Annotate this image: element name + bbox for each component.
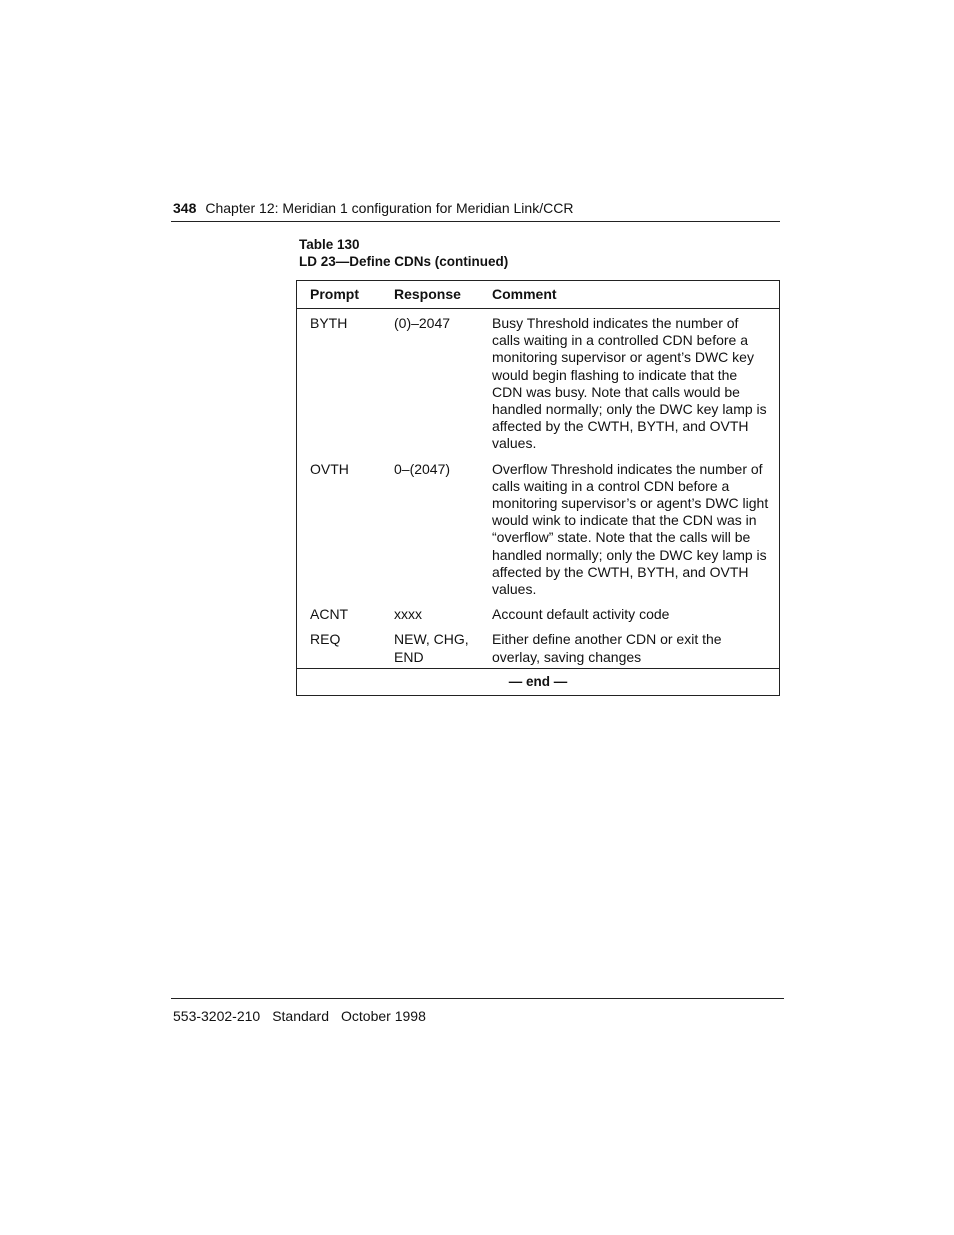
- table-header-row: [297, 281, 779, 309]
- comment-cell: Either define another CDN or exit the overlay, saving changes: [492, 631, 722, 665]
- response-cell: (0)–2047: [394, 315, 451, 331]
- page-footer: [173, 1008, 426, 1025]
- chapter-title: Chapter 12: Meridian 1 configuration for Meridian Link/CCR: [205, 200, 574, 216]
- document-date: October 1998: [341, 1008, 426, 1024]
- table-row: [297, 461, 779, 599]
- table-caption: [299, 236, 508, 270]
- prompt-cell: OVTH: [310, 460, 349, 477]
- document-number: 553-3202-210: [173, 1008, 261, 1024]
- table-number: Table 130: [299, 237, 360, 252]
- comment-cell: Account default activity code: [492, 606, 670, 623]
- table-end-marker: — end —: [297, 668, 779, 695]
- response-cell: 0–(2047): [394, 460, 451, 477]
- header-rule: [171, 221, 780, 222]
- table-body: [297, 309, 779, 668]
- response-cell: xxxx: [394, 606, 422, 623]
- cdn-table: [296, 280, 780, 696]
- column-header-comment: Comment: [492, 285, 557, 302]
- response-cell: NEW, CHG, END: [394, 631, 469, 665]
- prompt-cell: REQ: [310, 631, 341, 648]
- table-row: [297, 315, 779, 453]
- comment-cell: Overflow Threshold indicates the number of calls waiting in a control CDN before a monitoring supervisor’s or agent’s DWC light would wink to indicate that the CDN was in “overflow” state. Note that the calls will be handled normally; only the DWC key lamp is affected by the CWTH, BYTH, and OVTH values.: [492, 460, 769, 598]
- page-header: [173, 200, 779, 217]
- prompt-cell: BYTH: [310, 315, 348, 331]
- column-header-response: Response: [394, 285, 461, 302]
- table-row: [297, 606, 779, 623]
- table-title: LD 23—Define CDNs (continued): [299, 254, 509, 269]
- comment-cell: Busy Threshold indicates the number of calls waiting in a controlled CDN before a monitoring supervisor or agent’s DWC key would begin flashing to indicate that the CDN was busy. Note that calls would be handled normally; only the DWC key lamp is affected by the CWTH, BYTH, and OVTH values.: [492, 315, 767, 452]
- column-header-prompt: Prompt: [310, 285, 359, 302]
- document-status: Standard: [272, 1008, 330, 1024]
- page-number: 348: [173, 200, 197, 216]
- footer-rule: [171, 998, 784, 999]
- prompt-cell: ACNT: [310, 606, 349, 623]
- table-row: [297, 631, 779, 665]
